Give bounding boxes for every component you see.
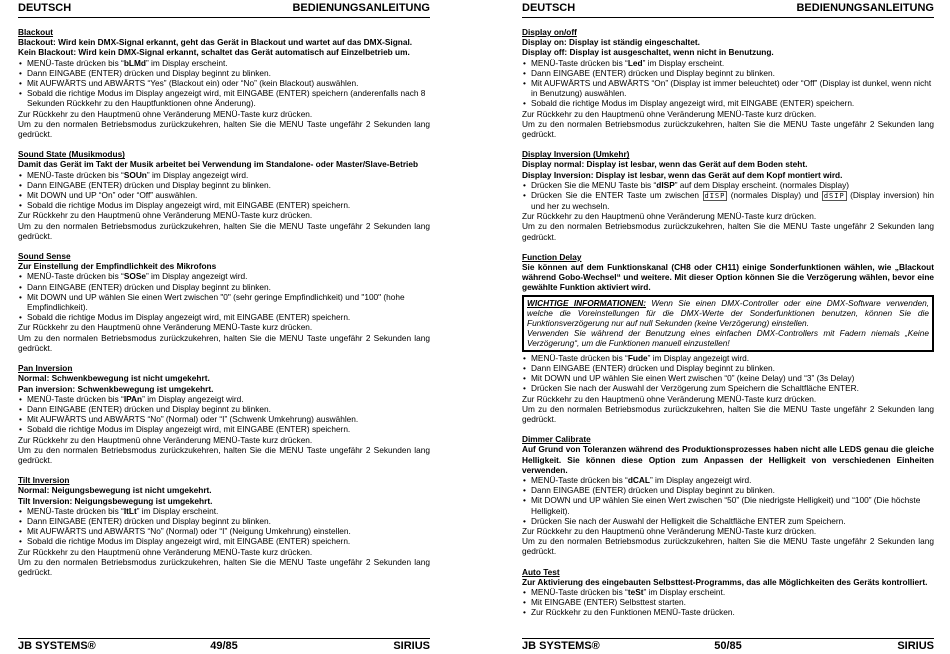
section-title: Sound State (Musikmodus) bbox=[18, 149, 125, 160]
note-text: Wenn Sie einen DMX-Controller oder eine DMX-Software verwenden, welche die Voreinstellungen für die DMX-Werte der Sonderfunktionen benutzen, können Sie die Funktionsverzögerung nur auf null Sekunden (keine Verzögerung) einstellen. bbox=[527, 297, 929, 329]
list-item: • MENÜ-Taste drücken bis “Fude” im Display angezeigt wird. bbox=[522, 353, 934, 363]
list-item: • MENÜ-Taste drücken bis “Led” im Display erscheint. bbox=[522, 58, 934, 68]
footer-divider bbox=[18, 638, 430, 639]
footer-product: SIRIUS bbox=[897, 640, 934, 652]
return-note: Um zu den normalen Betriebsmodus zurückzukehren, halten Sie die MENU Taste ungefähr 2 Sekunden lang gedrückt. bbox=[18, 332, 430, 353]
step-list bbox=[522, 180, 934, 211]
left-content bbox=[18, 27, 430, 587]
list-item: • Drücken Sie nach der Auswahl der Verzögerung zum Speichern die Schaltfläche ENTER. bbox=[522, 383, 934, 393]
display-code: teSt bbox=[627, 586, 644, 597]
section-title: Display on/off bbox=[522, 27, 577, 37]
list-item: • MENÜ-Taste drücken bis “teSt” im Display erscheint. bbox=[522, 587, 934, 597]
list-item: • Sobald die richtige Modus im Display angezeigt wird, mit EINGABE (ENTER) speichern. bbox=[18, 200, 430, 210]
list-item: • Dann EINGABE (ENTER) drücken und Display beginnt zu blinken. bbox=[522, 485, 934, 495]
intro-line: Normal: Schwenkbewegung ist nicht umgekehrt. bbox=[18, 373, 210, 384]
intro-line: Tilt Inversion: Neigungsbewegung ist umgekehrt. bbox=[18, 495, 213, 506]
display-code: IPAn bbox=[123, 393, 143, 404]
list-item: • MENÜ-Taste drücken bis “IPAn” im Display angezeigt wird. bbox=[18, 394, 430, 404]
right-page bbox=[522, 0, 934, 654]
list-item: • MENÜ-Taste drücken bis “dCAL” im Display angezeigt wird. bbox=[522, 475, 934, 485]
list-item: • MENÜ-Taste drücken bis “bLMd” im Display erscheint. bbox=[18, 58, 430, 68]
section-title: Pan Inversion bbox=[18, 363, 73, 374]
return-note: Um zu den normalen Betriebsmodus zurückzukehren, halten Sie die MENU Taste ungefähr 2 Sekunden lang gedrückt. bbox=[522, 403, 934, 424]
intro-line: Pan inversion: Schwenkbewegung ist umgekehrt. bbox=[18, 383, 214, 394]
step-list bbox=[18, 271, 430, 322]
return-note: Um zu den normalen Betriebsmodus zurückzukehren, halten Sie die MENU Taste ungefähr 2 Sekunden lang gedrückt. bbox=[522, 536, 934, 557]
list-item: • Drücken Sie die ENTER Taste um zwischen dISP (normales Display) und dSIP (Display inversion) hin und her zu wechseln. bbox=[522, 190, 934, 211]
list-item: • Sobald die richtige Modus im Display angezeigt wird, mit EINGABE (ENTER) speichern. bbox=[18, 424, 430, 434]
right-content bbox=[522, 27, 934, 628]
page-footer bbox=[18, 641, 430, 654]
intro-line: Auf Grund von Toleranzen während des Produktionsprozesses haben nicht alle LEDS genau die gleiche Helligkeit. Sie können diese Option zum Anpassen der Helligkeit von verschiedenen Einheiten verwenden. bbox=[522, 444, 934, 475]
section-title: Tilt Inversion bbox=[18, 475, 70, 486]
return-note: Zur Rückkehr zu den Hauptmenü ohne Veränderung MENÜ-Taste kurz drücken. bbox=[18, 434, 313, 445]
list-item: • MENÜ-Taste drücken bis “SOSe” im Display angezeigt wird. bbox=[18, 271, 430, 281]
return-note: Um zu den normalen Betriebsmodus zurückzukehren, halten Sie die MENU Taste ungefähr 2 Sekunden lang gedrückt. bbox=[522, 221, 934, 242]
list-item: • Mit DOWN und UP “On” oder “Off” auswählen. bbox=[18, 190, 430, 200]
header-language: DEUTSCH bbox=[522, 2, 576, 14]
section-title: Dimmer Calibrate bbox=[522, 434, 591, 445]
header-doc-title: BEDIENUNGSANLEITUNG bbox=[292, 2, 430, 14]
important-note-box bbox=[522, 295, 934, 352]
section-sound-state bbox=[18, 149, 430, 241]
intro-line: Blackout: Wird kein DMX-Signal erkannt, geht das Gerät in Blackout und wartet auf das DMX-Signal. bbox=[18, 37, 413, 48]
list-item: • Dann EINGABE (ENTER) drücken und Display beginnt zu blinken. bbox=[18, 404, 430, 414]
list-item: • Dann EINGABE (ENTER) drücken und Display beginnt zu blinken. bbox=[18, 516, 430, 526]
display-code: dISP bbox=[656, 179, 675, 190]
list-item: • Mit EINGABE (ENTER) Selbsttest starten. bbox=[522, 597, 934, 607]
display-code: SOUn bbox=[123, 169, 147, 180]
list-item: • MENÜ-Taste drücken bis “ItLt” im Display erscheint. bbox=[18, 506, 430, 516]
note-label: WICHTIGE INFORMATIONEN: bbox=[527, 297, 647, 308]
intro-line: Display normal: Display ist lesbar, wenn das Gerät auf dem Boden steht. bbox=[522, 159, 808, 170]
return-note: Zur Rückkehr zu den Hauptmenü ohne Veränderung MENÜ-Taste kurz drücken. bbox=[522, 525, 817, 536]
display-code: Fude bbox=[627, 352, 648, 363]
step-list bbox=[522, 353, 934, 394]
lcd-display-normal: dISP bbox=[704, 192, 726, 201]
left-page bbox=[18, 0, 430, 654]
display-code: Led bbox=[627, 57, 643, 68]
display-code: bLMd bbox=[123, 57, 146, 68]
section-tilt-inversion bbox=[18, 475, 430, 577]
intro-line: Display off: Display ist ausgeschaltet, wenn nicht in Benutzung. bbox=[522, 47, 774, 58]
page-header bbox=[522, 3, 934, 16]
page-header bbox=[18, 3, 430, 16]
display-code: ItLt bbox=[123, 505, 137, 516]
return-note: Um zu den normalen Betriebsmodus zurückzukehren, halten Sie die MENU Taste ungefähr 2 Sekunden lang gedrückt. bbox=[18, 556, 430, 577]
intro-line: Normal: Neigungsbewegung ist nicht umgekehrt. bbox=[18, 485, 212, 496]
return-note: Um zu den normalen Betriebsmodus zurückzukehren, halten Sie die MENU Taste ungefähr 2 Sekunden lang gedrückt. bbox=[18, 444, 430, 465]
section-title: Sound Sense bbox=[18, 251, 71, 262]
footer-page-number: 49/85 bbox=[210, 640, 238, 652]
list-item: • Mit AUFWÄRTS und ABWÄRTS “On” (Display ist immer beleuchtet) oder “Off” (Display ist dunkel, wenn nicht in Benutzung) auswählen. bbox=[522, 78, 934, 98]
list-item: • Sobald die richtige Modus im Display angezeigt wird, mit EINGABE (ENTER) speichern. bbox=[18, 536, 430, 546]
step-list bbox=[522, 587, 934, 618]
step-list bbox=[18, 394, 430, 435]
list-item: • Drücken Sie die MENU Taste bis “dISP” auf dem Display erscheint. (normales Display) bbox=[522, 180, 934, 190]
section-display-inversion bbox=[522, 149, 934, 242]
list-item: • Sobald die richtige Modus im Display angezeigt wird, mit EINGABE (ENTER) speichern (anderenfalls nach 8 Sekunden Rückkehr zu den Hauptfunktionen ohne Änderung). bbox=[18, 88, 430, 108]
list-item: • Zur Rückkehr zu den Funktionen MENÜ-Taste drücken. bbox=[522, 607, 934, 617]
list-item: • Mit AUFWÄRTS und ABWÄRTS “No” (Normal) oder “I” (Schwenk Umkehrung) auswählen. bbox=[18, 414, 430, 424]
return-note: Zur Rückkehr zu den Hauptmenü ohne Veränderung MENÜ-Taste kurz drücken. bbox=[522, 211, 817, 222]
list-item: • Drücken Sie nach der Auswahl der Helligkeit die Schaltfläche ENTER zum Speichern. bbox=[522, 516, 934, 526]
section-function-delay bbox=[522, 252, 934, 424]
return-note: Zur Rückkehr zu den Hauptmenü ohne Veränderung MENÜ-Taste kurz drücken. bbox=[18, 322, 313, 333]
list-item: • Mit DOWN und UP wählen Sie einen Wert zwischen "0" (sehr geringe Empfindlichkeit) und "100" (hohe Empfindlichkeit). bbox=[18, 292, 430, 312]
return-note: Zur Rückkehr zu den Hauptmenü ohne Veränderung MENÜ-Taste kurz drücken. bbox=[18, 210, 313, 221]
footer-page-number: 50/85 bbox=[714, 640, 742, 652]
section-dimmer-calibrate bbox=[522, 434, 934, 556]
section-sound-sense bbox=[18, 251, 430, 353]
list-item: • MENÜ-Taste drücken bis “SOUn” im Display angezeigt wird. bbox=[18, 170, 430, 180]
step-list bbox=[18, 506, 430, 547]
page-footer bbox=[522, 641, 934, 654]
display-code: dCAL bbox=[627, 474, 650, 485]
section-pan-inversion bbox=[18, 363, 430, 465]
list-item: • Mit AUFWÄRTS und ABWÄRTS “No” (Normal) oder “I” (Neigung Umkehrung) einstellen. bbox=[18, 526, 430, 536]
footer-product: SIRIUS bbox=[393, 640, 430, 652]
return-note: Um zu den normalen Betriebsmodus zurückzukehren, halten Sie die MENU Taste ungefähr 2 Sekunden lang gedrückt. bbox=[522, 118, 934, 140]
step-list bbox=[18, 58, 430, 109]
note-text: Verwenden Sie während der Benutzung eines einfachen DMX-Controllers mit Fadern niemals „Keine Verzögerung“, um die Funktionen manuell einzustellen! bbox=[527, 328, 929, 349]
intro-line: Display on: Display ist ständig eingeschaltet. bbox=[522, 37, 700, 48]
section-title: Auto Test bbox=[522, 566, 560, 577]
header-divider bbox=[522, 17, 934, 18]
return-note: Zur Rückkehr zu den Hauptmenü ohne Veränderung MENÜ-Taste kurz drücken. bbox=[18, 108, 313, 119]
list-item: • Dann EINGABE (ENTER) drücken und Display beginnt zu blinken. bbox=[522, 363, 934, 373]
header-language: DEUTSCH bbox=[18, 2, 72, 14]
footer-brand: JB SYSTEMS® bbox=[522, 640, 600, 652]
return-note: Zur Rückkehr zu den Hauptmenü ohne Veränderung MENÜ-Taste kurz drücken. bbox=[522, 108, 817, 119]
header-divider bbox=[18, 17, 430, 18]
section-title: Blackout bbox=[18, 27, 54, 37]
intro-line: Kein Blackout: Wird kein DMX-Signal erkannt, schaltet das Gerät automatisch auf Einzelbetrieb um. bbox=[18, 47, 410, 58]
header-doc-title: BEDIENUNGSANLEITUNG bbox=[796, 2, 934, 14]
return-note: Zur Rückkehr zu den Hauptmenü ohne Veränderung MENÜ-Taste kurz drücken. bbox=[18, 546, 313, 557]
list-item: • Dann EINGABE (ENTER) drücken und Display beginnt zu blinken. bbox=[18, 68, 430, 78]
step-list bbox=[522, 475, 934, 526]
display-code: SOSe bbox=[123, 271, 146, 282]
lcd-display-inverted: dSIP bbox=[823, 192, 845, 201]
list-item: • Mit DOWN und UP wählen Sie einen Wert zwischen “50” (Die niedrigste Helligkeit) und “100” (Die höchste Helligkeit). bbox=[522, 495, 934, 515]
section-blackout bbox=[18, 27, 430, 139]
intro-line: Sie können auf dem Funktionskanal (CH8 oder CH11) einige Sonderfunktionen wählen, wie „Blackout während Gobo-Wechsel“ und weitere. Mit dieser Option können Sie die Verzögerung wählen, bevor eine gewählte Funktion aktiviert wird. bbox=[522, 262, 934, 293]
return-note: Um zu den normalen Betriebsmodus zurückzukehren, halten Sie die MENU Taste ungefähr 2 Sekunden lang gedrückt. bbox=[18, 220, 430, 241]
intro-line: Zur Einstellung der Empfindlichkeit des Mikrofons bbox=[18, 261, 217, 272]
list-item: • Mit AUFWÄRTS und ABWÄRTS “Yes” (Blackout ein) oder “No” (kein Blackout) auswählen. bbox=[18, 78, 430, 88]
step-list bbox=[522, 58, 934, 109]
list-item: • Sobald die richtige Modus im Display angezeigt wird, mit EINGABE (ENTER) speichern. bbox=[522, 98, 934, 108]
section-auto-test bbox=[522, 567, 934, 618]
step-list bbox=[18, 170, 430, 211]
section-display-onoff bbox=[522, 27, 934, 139]
footer-divider bbox=[522, 638, 934, 639]
list-item: • Dann EINGABE (ENTER) drücken und Display beginnt zu blinken. bbox=[522, 68, 934, 78]
section-title: Display Inversion (Umkehr) bbox=[522, 149, 630, 160]
section-title: Function Delay bbox=[522, 251, 582, 262]
intro-line: Zur Aktivierung des eingebauten Selbsttest-Programms, das alle Möglichkeiten des Geräts kontrolliert. bbox=[522, 576, 928, 587]
footer-brand: JB SYSTEMS® bbox=[18, 640, 96, 652]
list-item: • Sobald die richtige Modus im Display angezeigt wird, mit EINGABE (ENTER) speichern. bbox=[18, 312, 430, 322]
intro-line: Display Inversion: Display ist lesbar, wenn das Gerät auf dem Kopf montiert wird. bbox=[522, 169, 843, 180]
return-note: Um zu den normalen Betriebsmodus zurückzukehren, halten Sie die MENU Taste ungefähr 2 Sekunden lang gedrückt. bbox=[18, 118, 430, 140]
list-item: • Dann EINGABE (ENTER) drücken und Display beginnt zu blinken. bbox=[18, 180, 430, 190]
intro-line: Damit das Gerät im Takt der Musik arbeitet bei Verwendung im Standalone- oder Master/Slave-Betrieb bbox=[18, 159, 419, 170]
return-note: Zur Rückkehr zu den Hauptmenü ohne Veränderung MENÜ-Taste kurz drücken. bbox=[522, 393, 817, 404]
list-item: • Mit DOWN und UP wählen Sie einen Wert zwischen “0” (keine Delay) und “3” (3s Delay) bbox=[522, 373, 934, 383]
list-item: • Dann EINGABE (ENTER) drücken und Display beginnt zu blinken. bbox=[18, 282, 430, 292]
